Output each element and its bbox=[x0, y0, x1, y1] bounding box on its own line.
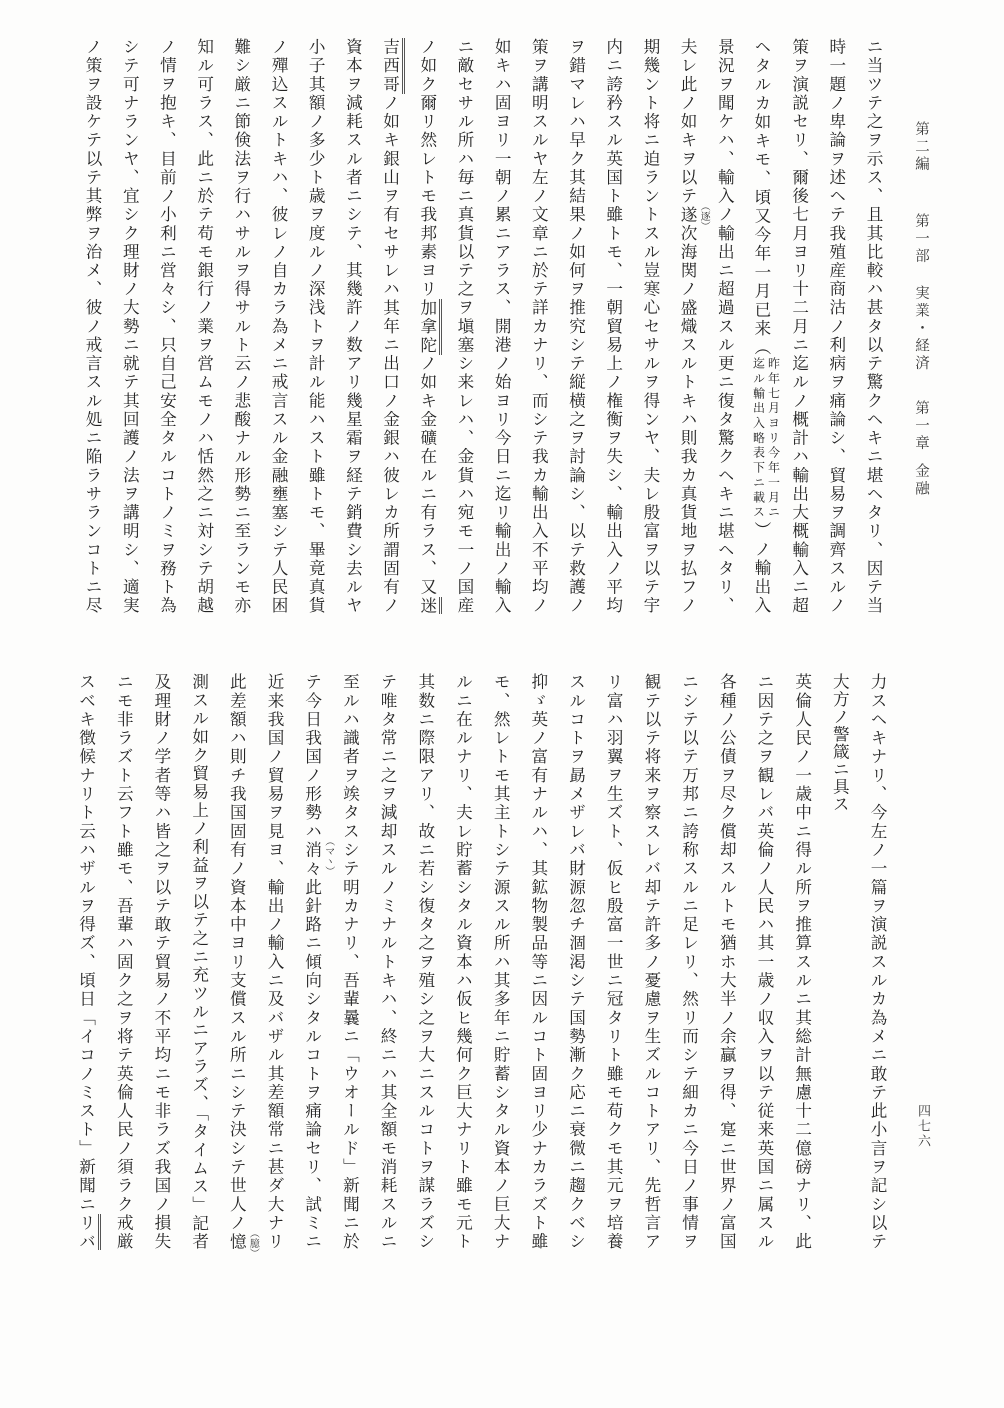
text-run: ノ如キ銀山ヲ有セサレハ其年ニ出口ノ金銀ハ彼レカ所謂固有ノ bbox=[380, 93, 400, 615]
text-column bbox=[218, 673, 259, 1258]
text-column: 至ルハ識者ヲ竢タスシテ明カナリ、吾輩曩ニ「ウオールド」新聞ニ於 bbox=[340, 673, 360, 1250]
text-column: ニ当ツテ之ヲ示ス、且其比較ハ甚タ以テ驚クヘキニ堪ヘタリ、因テ当 bbox=[864, 38, 883, 614]
text-column: 力スヘキナリ、今左ノ一篇ヲ演説スルカ為メニ敢テ此小言ヲ記シ以テ bbox=[868, 673, 887, 1250]
editorial-annotation: （マヽ） bbox=[322, 835, 334, 876]
text-column: 難シ厳ニ節倹法ヲ行ハサルヲ得サルト云ノ悲酸ナル形勢ニ至ランモ亦 bbox=[231, 38, 251, 614]
text-column bbox=[293, 673, 334, 1251]
proper-noun-sideline: 吉西哥 bbox=[381, 38, 405, 94]
inline-note-line: 昨年七月ヨリ今年一月ニ bbox=[766, 357, 781, 521]
text-run: 次海関ノ盛熾スルトキハ則我カ真貨地ヲ払フノ bbox=[678, 224, 698, 615]
inline-note bbox=[750, 357, 780, 520]
text-column: ノ殫込スルトキハ、彼レノ自カラ為メニ戒言スル金融壅塞シテ人民困 bbox=[269, 38, 288, 614]
annotated-word: 遂 bbox=[678, 205, 698, 225]
text-column: シテ可ナランヤ、宜シク理財ノ大勢ニ就テ其回護ノ法ヲ講明シ、適実 bbox=[120, 38, 140, 614]
text-column: 抑ゞ英ノ富有ナルハ、其鉱物製品等ニ因ルコト固ヨリ少ナカラズト雖 bbox=[528, 673, 548, 1250]
text-column bbox=[67, 673, 105, 1250]
text-column: ノ策ヲ設ケテ以テ其弊ヲ治メ、彼ノ戒言スル処ニ陥ラサランコトニ尽 bbox=[83, 38, 103, 614]
text-column: 内ニ誇矜スル英国ト雖トモ、一朝貿易上ノ権衡ヲ失シ、輸出入ノ平均 bbox=[603, 38, 623, 614]
text-column: 策ヲ演説セリ、爾後七月ヨリ十二月ニ迄ルノ概計ハ輸出大概輸入ニ超 bbox=[789, 38, 809, 614]
text-column: 其数ニ際限アリ、故ニ若シ復タ之ヲ殖シ之ヲ大ニスルコトヲ謀ラズシ bbox=[415, 673, 435, 1250]
running-header-volume: 第二編 bbox=[913, 121, 929, 174]
page-number: 四七六 bbox=[915, 1104, 930, 1149]
text-run: ヘタルカ如キモ、頃又今年一月已来 bbox=[751, 38, 771, 339]
text-run: 此差額ハ則チ我国固有ノ資本中ヨリ支償スル所ニシテ決シテ世人ノ bbox=[227, 673, 247, 1233]
annotated-word: 消々 bbox=[302, 840, 322, 879]
text-column: 小子其額ノ多少ト歳ヲ度ルノ深浅トヲ計ル能ハスト雖トモ、畢竟真貨 bbox=[306, 38, 326, 614]
text-column bbox=[669, 38, 710, 615]
annotated-text bbox=[227, 1227, 259, 1258]
text-column: ニ因テ之ヲ観レバ英倫ノ人民ハ其一歳ノ収入ヲ以テ従来英国ニ属スル bbox=[754, 673, 774, 1250]
text-column: 策ヲ講明スルヤ左ノ文章ニ於テ詳カナリ、而シテ我カ輸出入不平均ノ bbox=[529, 38, 549, 614]
proper-noun-sideline: 加拿陀 bbox=[418, 299, 442, 355]
editorial-annotation: （臆） bbox=[247, 1227, 259, 1258]
proper-noun-sideline: 迷 bbox=[418, 597, 442, 615]
text-run: ノ如キ金礦在ルニ有ラス、又 bbox=[417, 354, 437, 597]
running-header-chapter: 第一章 bbox=[913, 400, 929, 453]
text-run: テ今日我国ノ形勢ハ bbox=[302, 673, 322, 841]
text-column: ヲ錯マレハ早ク其結果ノ如何ヲ推究シテ縦横之ヲ討論シ、以テ救護ノ bbox=[566, 38, 586, 614]
annotated-word: 憶 bbox=[227, 1232, 247, 1250]
annotated-text bbox=[678, 200, 710, 231]
text-run: （ bbox=[751, 338, 771, 358]
text-run: ノ輸出入 bbox=[751, 540, 771, 615]
text-column: 英倫人民ノ一歳中ニ得ル所ヲ推算スルニ其総計無慮十二億磅ナリ、此 bbox=[792, 673, 812, 1250]
text-column: 近来我国ノ貿易ヲ見ヨ、輸出ノ輸入ニ及バザル其差額常ニ甚ダ大ナリ bbox=[265, 673, 284, 1250]
text-column: 如キハ固ヨリ一朝ノ累ニアラス、開港ノ始ヨリ今日ニ迄リ輸出ノ輸入 bbox=[492, 38, 512, 614]
text-column: テ唯タ常ニ之ヲ減却スルノミナルトキハ、終ニハ其全額モ消耗スルニ bbox=[378, 673, 398, 1250]
text-column: 時一題ノ卑論ヲ述ヘテ我殖産商沽ノ利病ヲ痛論シ、貿易ヲ調齊スルノ bbox=[826, 38, 846, 614]
text-column bbox=[409, 38, 446, 614]
text-column: 景況ヲ聞ケハ、輸入ノ輸出ニ超過スル更ニ復タ驚クヘキニ堪ヘタリ、 bbox=[715, 38, 735, 614]
text-run: ノ如ク爾リ然レトモ我邦素ヨリ bbox=[417, 38, 437, 299]
text-column bbox=[743, 38, 780, 614]
text-column: ニシテ以テ万邦ニ誇称スルニ足レリ、然リ而シテ細カニ今日ノ事情ヲ bbox=[679, 673, 699, 1250]
text-column: 測スル如ク貿易上ノ利益ヲ以テ之ニ充ツルニアラズ、「タイムス」記者 bbox=[189, 673, 209, 1250]
text-run: スベキ徴候ナリト云ハザルヲ得ズ、頃日「イコノミスト」新聞ニ bbox=[76, 673, 96, 1214]
inline-note-line: 迄ル輸出入略表下ニ載ス bbox=[751, 357, 766, 521]
text-column: リ富ハ羽翼ヲ生ズト、仮ヒ殷富一世ニ冠タリト雖モ苟クモ其元ヲ培養 bbox=[604, 673, 624, 1250]
text-column: 各種ノ公債ヲ尽ク償却スルトモ猶ホ大半ノ余贏ヲ得、寔ニ世界ノ富国 bbox=[717, 673, 737, 1250]
editorial-annotation: （逐） bbox=[698, 200, 710, 231]
running-header-section: 金融 bbox=[913, 463, 929, 498]
text-column: 及理財ノ学者等ハ皆之ヲ以テ敢テ貿易ノ不平均ニモ非ラズ我国ノ損失 bbox=[151, 673, 171, 1250]
text-run: ） bbox=[751, 520, 771, 541]
running-header-category: 実業・経済 bbox=[913, 285, 929, 373]
text-column: ニ敵セサル所ハ毎ニ真貨以テ之ヲ塡塞シ来レハ、金貨ハ宛モ一ノ国産 bbox=[454, 38, 474, 614]
text-column: モ、然レトモ其主トシテ源スル所ハ其多年ニ貯蓄シタル資本ノ巨大ナ bbox=[491, 673, 511, 1250]
text-column: 知ル可ラス、此ニ於テ苟モ銀行ノ業ヲ営ムモノハ恬然之ニ対シテ胡越 bbox=[194, 38, 214, 614]
text-column: 大方ノ警箴ニ具ス bbox=[830, 673, 850, 813]
text-column: 資本ヲ減耗スル者ニシテ、其幾許ノ数アリ幾星霜ヲ経テ銷費シ去ルヤ bbox=[343, 38, 363, 614]
text-run: 夫レ此ノ如キヲ以テ bbox=[678, 38, 698, 206]
proper-noun-sideline: リバ bbox=[77, 1214, 101, 1250]
annotated-text bbox=[302, 835, 334, 879]
text-run: 此針路ニ傾向シタルコトヲ痛論セリ、試ミニ bbox=[302, 878, 322, 1251]
text-column bbox=[371, 38, 408, 614]
text-column: ルニ在ルナリ、夫レ貯蓄シタル資本ハ仮ヒ幾何ク巨大ナリト雖モ元ト bbox=[453, 673, 473, 1250]
running-header-part: 第一部 bbox=[913, 213, 929, 266]
upper-text-block bbox=[74, 38, 892, 614]
text-column: スルコトヲ勗メザレバ財源忽チ涸渇シテ国勢漸ク応ニ衰微ニ趨クベシ bbox=[566, 673, 586, 1250]
text-column: 期幾ント将ニ迫ラントスル豈寒心セサルヲ得ンヤ、夫レ殷富ヲ以テ宇 bbox=[640, 38, 660, 614]
lower-text-block bbox=[67, 673, 896, 1258]
text-column: 観テ以テ将来ヲ察スレバ却テ許多ノ憂慮ヲ生ズルコトアリ、先哲言ア bbox=[641, 673, 661, 1250]
text-column: ノ情ヲ抱キ、目前ノ小利ニ営々シ、只自己安全タルコトノミヲ務ト為 bbox=[157, 38, 177, 614]
text-column: ニモ非ラズト云フト雖モ、吾輩ハ固ク之ヲ将テ英倫人民ノ須ラク戒厳 bbox=[114, 673, 134, 1250]
